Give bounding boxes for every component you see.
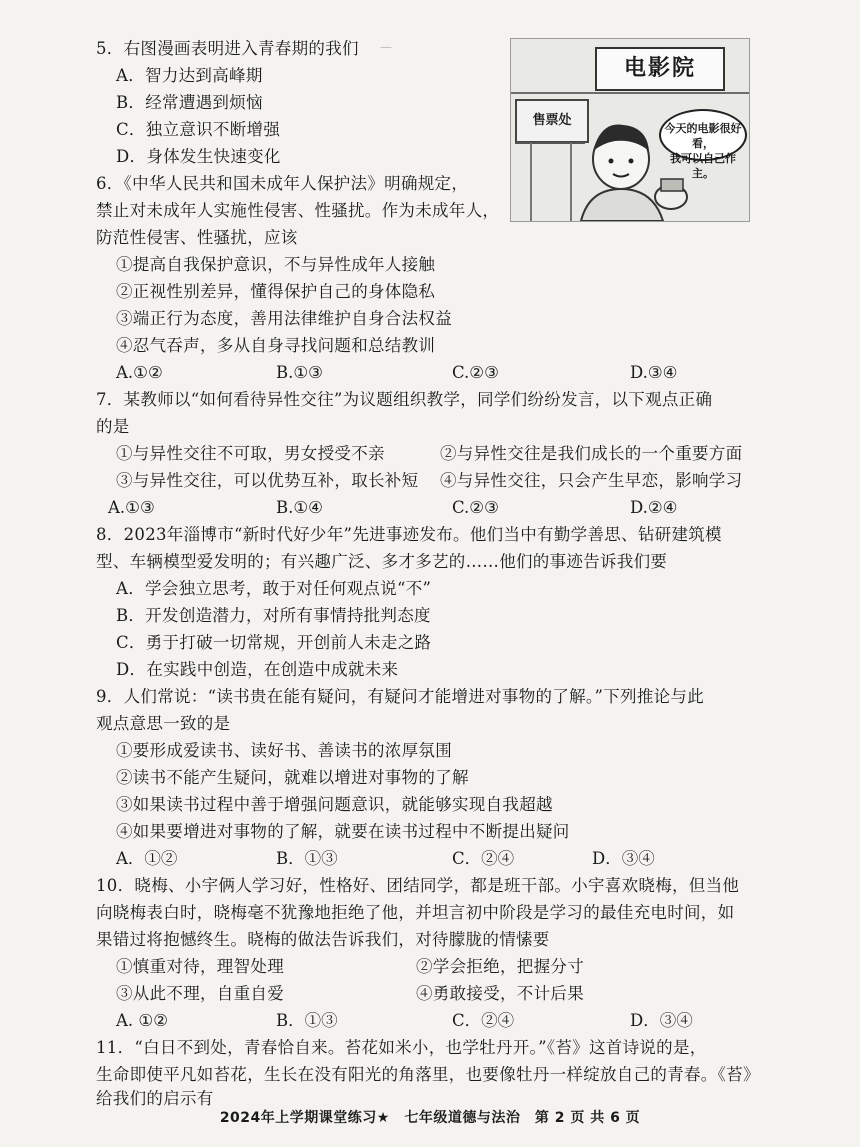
q9-item-2: ②读书不能产生疑问，就难以增进对事物的了解 — [116, 768, 469, 787]
ticket-office-board: 售票处 — [515, 99, 589, 143]
q7-item-2: ②与异性交往是我们成长的一个重要方面 — [440, 444, 743, 463]
q5-option-d: D．身体发生快速变化 — [116, 147, 281, 166]
q9-choice-a: A．①② — [116, 849, 178, 868]
q7-stem-line-2: 的是 — [96, 417, 130, 436]
q9-item-4: ④如果要增进对事物的了解，就要在读书过程中不断提出疑问 — [116, 822, 570, 841]
q10-item-3: ③从此不理，自重自爱 — [116, 984, 284, 1003]
q7-choice-c: C.②③ — [452, 498, 499, 517]
q8-stem-line-2: 型、车辆模型爱发明的；有兴趣广泛、多才多艺的……他们的事迹告诉我们要 — [96, 552, 668, 571]
cartoon-drawing — [511, 39, 749, 221]
q6-stem-line-2: 禁止对未成年人实施性侵害、性骚扰。作为未成年人， — [96, 201, 500, 220]
q5-option-c: C．独立意识不断增强 — [116, 120, 281, 139]
cinema-sign: 电影院 — [595, 47, 725, 91]
q6-stem-line-1: 6．《中华人民共和国未成年人保护法》明确规定， — [96, 174, 469, 193]
q10-stem-line-1: 10．晓梅、小宇俩人学习好，性格好、团结同学，都是班干部。小宇喜欢晓梅，但当他 — [96, 876, 740, 895]
q7-stem-line-1: 7．某教师以“如何看待异性交往”为议题组织教学，同学们纷纷发言，以下观点正确 — [96, 390, 713, 409]
q7-item-1: ①与异性交往不可取，男女授受不亲 — [116, 444, 385, 463]
q6-item-1: ①提高自我保护意识，不与异性成年人接触 — [116, 255, 436, 274]
q7-item-3: ③与异性交往，可以优势互补，取长补短 — [116, 471, 419, 490]
q6-choice-b: B.①③ — [276, 363, 323, 382]
q11-stem-line-2: 生命即使平凡如苔花，生长在没有阳光的角落里，也要像牡丹一样绽放自己的青春。《苔》 — [96, 1065, 760, 1084]
q6-choice-a: A.①② — [116, 363, 163, 382]
q10-stem-line-2: 向晓梅表白时，晓梅毫不犹豫地拒绝了他，并坦言初中阶段是学习的最佳充电时间，如 — [96, 903, 735, 922]
q9-item-3: ③如果读书过程中善于增强问题意识，就能够实现自我超越 — [116, 795, 553, 814]
q8-option-a: A．学会独立思考，敢于对任何观点说“不” — [116, 579, 432, 598]
q10-item-1: ①慎重对待，理智处理 — [116, 957, 284, 976]
q9-item-1: ①要形成爱读书、读好书、善读书的浓厚氛围 — [116, 741, 452, 760]
q6-item-2: ②正视性别差异，懂得保护自己的身体隐私 — [116, 282, 436, 301]
q5-option-a: A．智力达到高峰期 — [116, 66, 263, 85]
q9-choice-c: C．②④ — [452, 849, 515, 868]
q6-item-3: ③端正行为态度，善用法律维护自身合法权益 — [116, 309, 452, 328]
q6-choice-d: D.③④ — [630, 363, 678, 382]
q6-choice-c: C.②③ — [452, 363, 499, 382]
q5-option-b: B．经常遭遇到烦恼 — [116, 93, 263, 112]
q9-stem-line-1: 9．人们常说：“读书贵在能有疑问，有疑问才能增进对事物的了解。”下列推论与此 — [96, 687, 705, 706]
q9-stem-line-2: 观点意思一致的是 — [96, 714, 231, 733]
q7-choice-a: A.①③ — [108, 498, 155, 517]
q7-choice-d: D.②④ — [630, 498, 678, 517]
q10-choice-c: C．②④ — [452, 1011, 515, 1030]
q10-item-4: ④勇敢接受，不计后果 — [416, 984, 584, 1003]
q10-choice-b: B．①③ — [276, 1011, 338, 1030]
q10-stem-line-3: 果错过将抱憾终生。晓梅的做法告诉我们，对待朦胧的情愫要 — [96, 930, 550, 949]
q6-item-4: ④忍气吞声，多从自身寻找问题和总结教训 — [116, 336, 436, 355]
page-footer: 2024年上学期课堂练习★ 七年级道德与法治 第 2 页 共 6 页 — [219, 1110, 641, 1126]
q9-choice-d: D．③④ — [592, 849, 655, 868]
q11-stem-line-3: 给我们的启示有 — [96, 1089, 214, 1108]
q10-item-2: ②学会拒绝，把握分寸 — [416, 957, 584, 976]
q10-choice-a: A. ①② — [116, 1011, 168, 1030]
bleed-through-text: — — [380, 40, 392, 54]
q8-option-c: C．勇于打破一切常规，开创前人未走之路 — [116, 633, 432, 652]
q5-cartoon — [510, 38, 750, 222]
q8-stem-line-1: 8．2023年淄博市“新时代好少年”先进事迹发布。他们当中有勤学善思、钻研建筑模 — [96, 525, 722, 544]
q5-stem: 5．右图漫画表明进入青春期的我们 — [96, 39, 359, 58]
q7-item-4: ④与异性交往，只会产生早恋，影响学习 — [440, 471, 743, 490]
bubble-line-1: 今天的电影很好看， — [664, 122, 742, 150]
q9-choice-b: B．①③ — [276, 849, 338, 868]
q11-stem-line-1: 11．“白日不到处，青春恰自来。苔花如米小，也学牡丹开。”《苔》这首诗说的是， — [96, 1038, 707, 1057]
q6-stem-line-3: 防范性侵害、性骚扰，应该 — [96, 228, 298, 247]
q8-option-b: B．开发创造潜力，对所有事情持批判态度 — [116, 606, 431, 625]
q7-choice-b: B.①④ — [276, 498, 323, 517]
q10-choice-d: D．③④ — [630, 1011, 693, 1030]
bubble-line-2: 我可以自己作主。 — [670, 152, 736, 180]
q8-option-d: D．在实践中创造，在创造中成就未来 — [116, 660, 399, 679]
